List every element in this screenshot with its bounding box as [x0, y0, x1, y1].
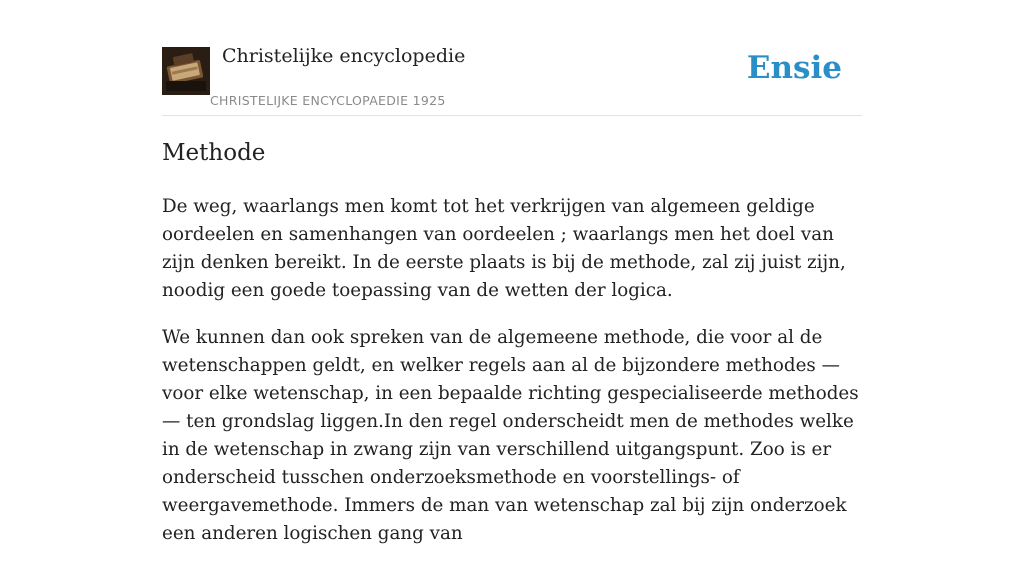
article-page: [162, 0, 862, 544]
source-header: [162, 0, 862, 116]
article-paragraph: We kunnen dan ook spreken van de algemeene methode, die voor al de wetenschappen geldt, en welker regels aan al de bijzondere methodes — voor elke wetenschap, in een bepaalde richting gespecialiseerde methodes — ten grondslag liggen.In den regel onderscheidt men de methodes welke in de wetenschap in zwang zijn van verschillend uitgangspunt. Zoo is er onderscheid tusschen onderzoeksmethode en voorstellings- of weergavemethode. Immers de man van wetenschap zal bij zijn onderzoek een anderen logischen gang van: [162, 327, 859, 544]
brand-logo-link[interactable]: Ensie: [746, 50, 842, 86]
article-paragraph: De weg, waarlangs men komt tot het verkrijgen van algemeen geldige oordeelen en samenhangen van oordeelen ; waarlangs men het doel van zijn denken bereikt. In de eerste plaats is bij de methode, zal zij juist zijn, noodig een goede toepassing van de wetten der logica.: [162, 196, 846, 301]
source-subtitle: CHRISTELIJKE ENCYCLOPAEDIE 1925: [210, 93, 446, 108]
article-body: [162, 193, 862, 567]
book-thumbnail-icon[interactable]: [162, 47, 210, 95]
source-title[interactable]: Christelijke encyclopedie: [222, 45, 466, 67]
article-title: Methode: [162, 140, 266, 166]
